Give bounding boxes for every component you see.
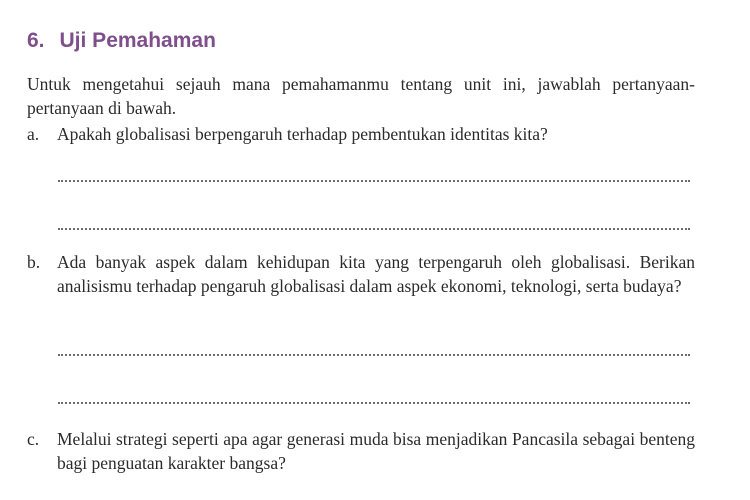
section-title: Uji Pemahaman <box>59 29 216 52</box>
question-letter: c. <box>27 429 40 449</box>
section-heading <box>27 29 216 53</box>
answer-line[interactable] <box>58 354 690 356</box>
question-text: Ada banyak aspek dalam kehidupan kita yang terpengaruh oleh globalisasi. Berikan analisismu terhadap pengaruh globalisasi dalam aspek ekonomi, teknologi, serta budaya? <box>57 252 695 296</box>
question-c <box>27 427 695 475</box>
question-text: Apakah globalisasi berpengaruh terhadap pembentukan identitas kita? <box>57 124 548 144</box>
question-text: Melalui strategi seperti apa agar generasi muda bisa menjadikan Pancasila sebagai benteng bagi penguatan karakter bangsa? <box>57 429 695 473</box>
question-letter: b. <box>27 252 41 272</box>
question-b <box>27 250 695 298</box>
section-number: 6. <box>27 29 45 52</box>
answer-line[interactable] <box>58 180 690 182</box>
question-a <box>27 122 695 146</box>
intro-paragraph: Untuk mengetahui sejauh mana pemahamanmu tentang unit ini, jawablah pertanyaan-pertanyaan di bawah. <box>27 74 695 118</box>
question-letter: a. <box>27 124 40 144</box>
answer-line[interactable] <box>58 228 690 230</box>
answer-line[interactable] <box>58 402 690 404</box>
